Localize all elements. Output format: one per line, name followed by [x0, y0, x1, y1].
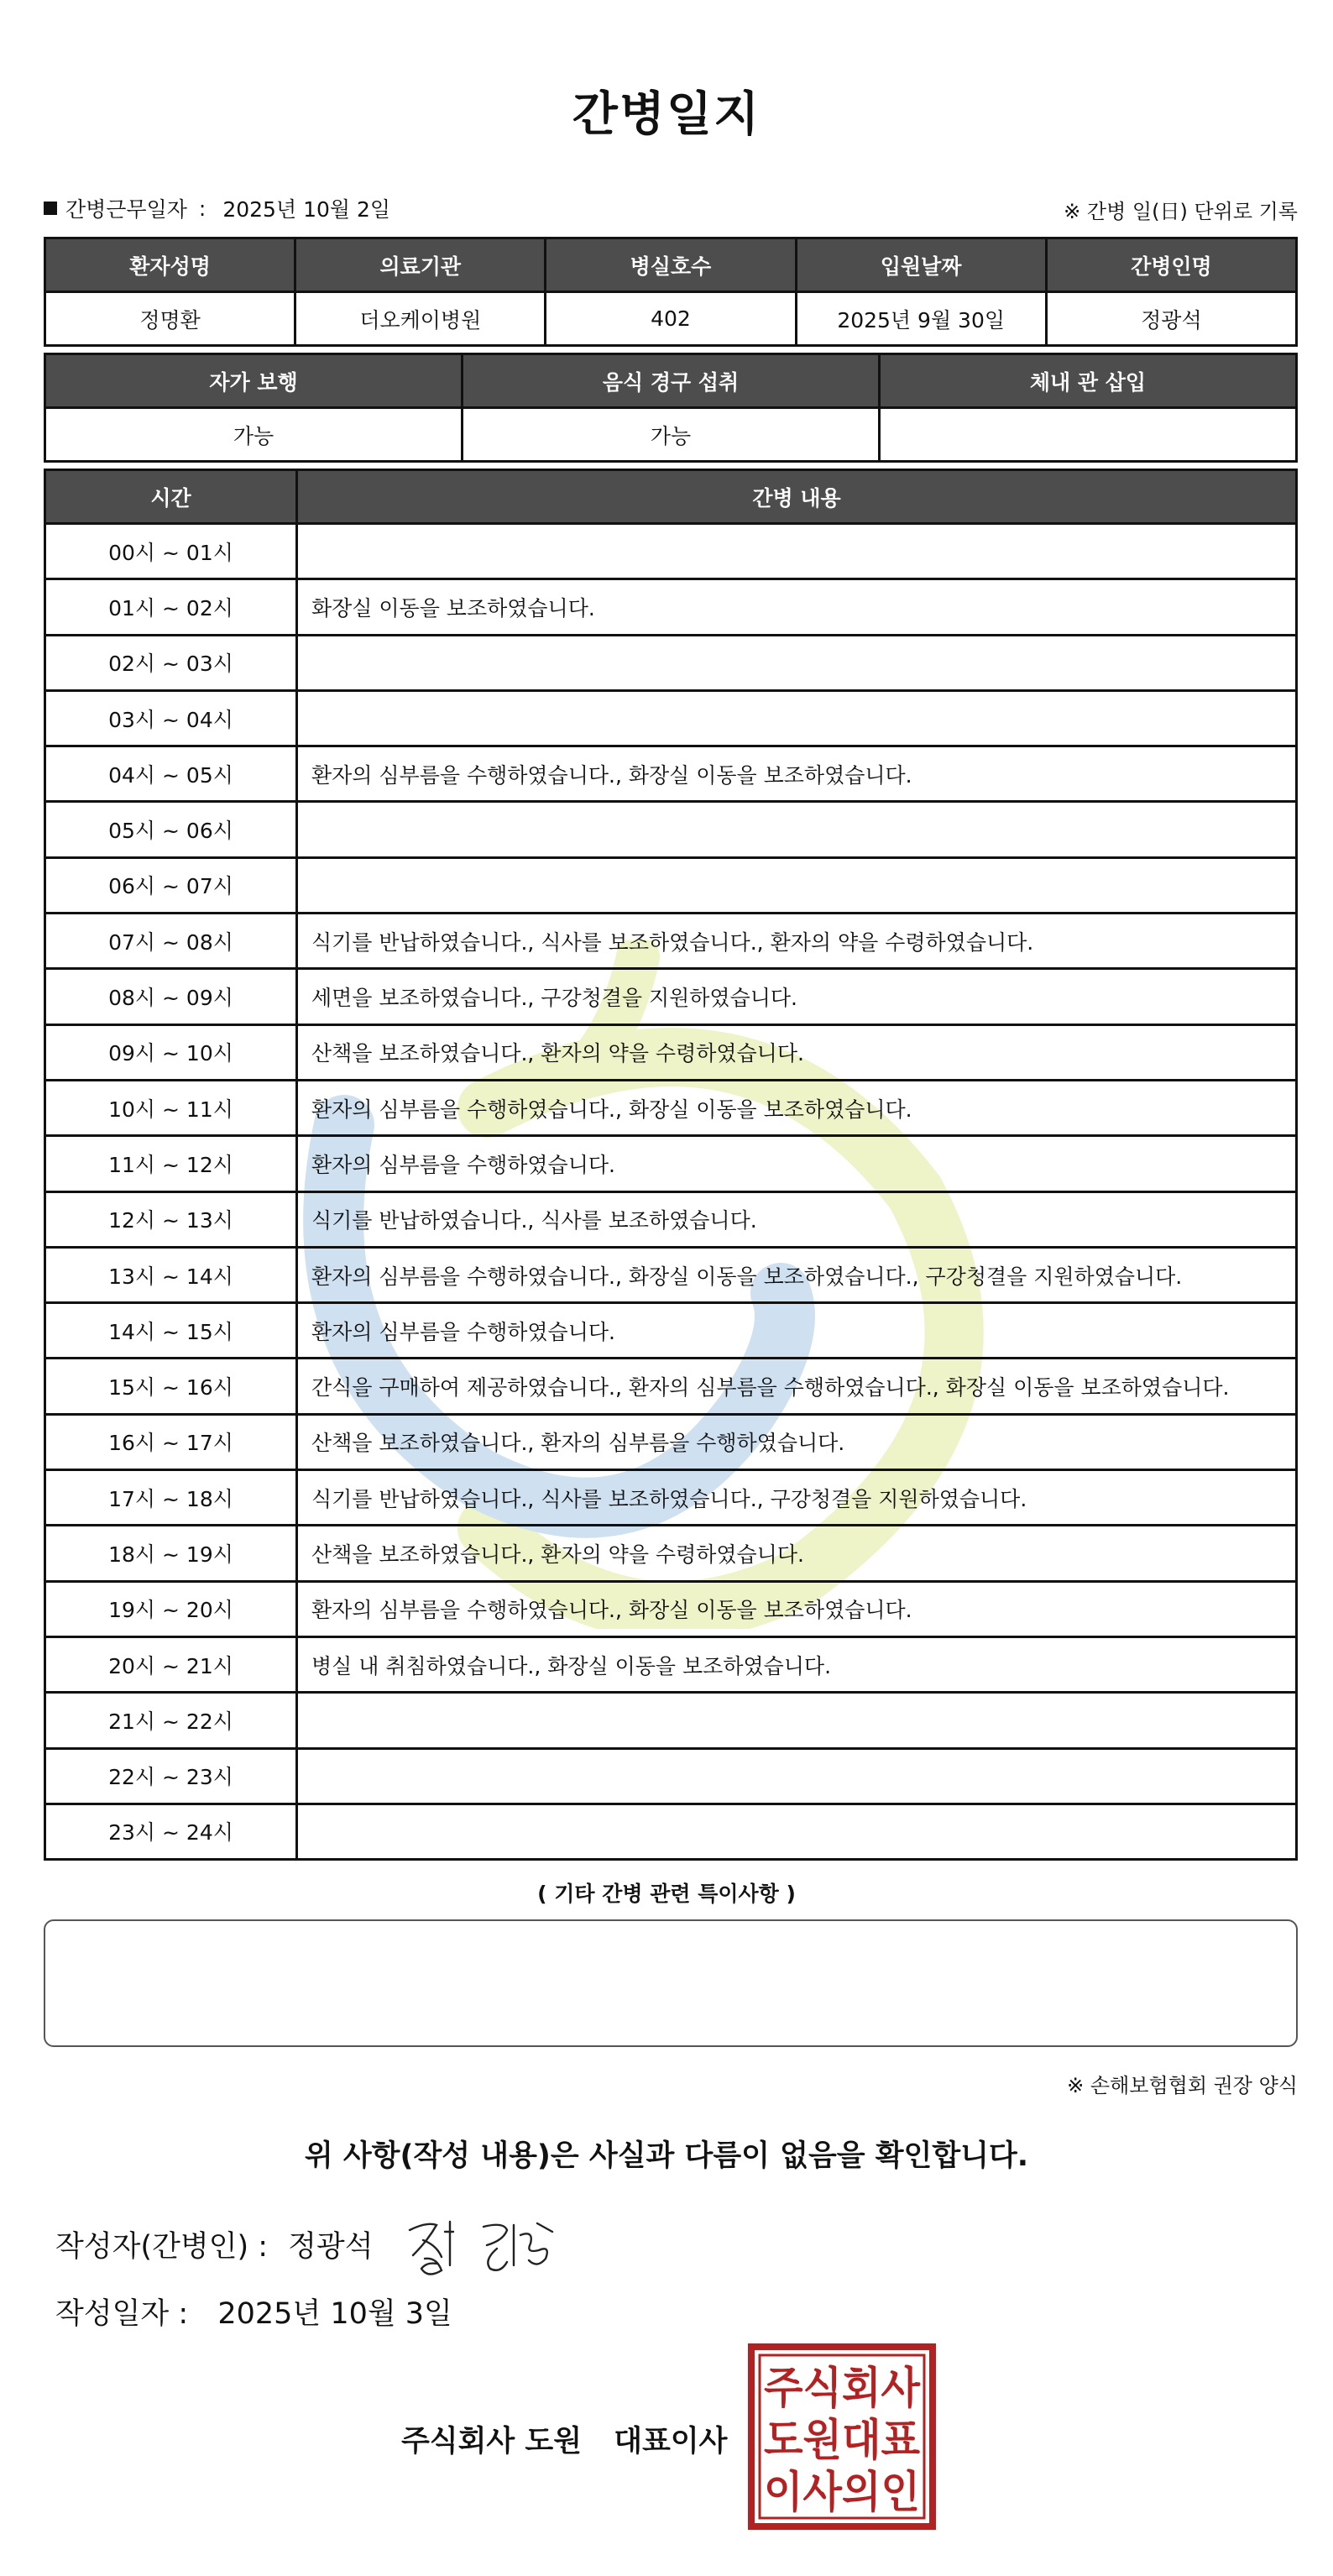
- header-care-content: 간병 내용: [297, 470, 1297, 524]
- table-row: [45, 969, 1297, 1024]
- document-title: 간병일지: [572, 87, 761, 142]
- patient-name: 정명환: [45, 292, 295, 346]
- table-row: [45, 1470, 1297, 1526]
- recommendation-note: ※ 손해보험협회 권장 양식: [1067, 2074, 1298, 2097]
- written-date-row: [55, 2291, 452, 2333]
- time-slot: 05시 ~ 06시: [45, 802, 297, 857]
- table-row: [45, 1414, 1297, 1469]
- unit-note: ※ 간병 일(日) 단위로 기록: [1064, 200, 1298, 223]
- work-date-value: 2025년 10월 2일: [222, 197, 391, 222]
- time-slot: 21시 ~ 22시: [45, 1693, 297, 1748]
- company-name: 주식회사 도원: [401, 2425, 583, 2458]
- table-header-row: [45, 354, 1297, 408]
- care-content: [297, 1804, 1297, 1859]
- care-content: 산책을 보조하였습니다., 환자의 약을 수령하였습니다.: [297, 1024, 1297, 1080]
- company-seal-stamp: [747, 2343, 937, 2531]
- care-content: [297, 802, 1297, 857]
- time-slot: 13시 ~ 14시: [45, 1247, 297, 1302]
- header-hospital: 의료기관: [295, 238, 546, 292]
- care-content: [297, 524, 1297, 579]
- admission-date: 2025년 9월 30일: [796, 292, 1046, 346]
- time-slot: 23시 ~ 24시: [45, 1804, 297, 1859]
- care-content: 식기를 반납하였습니다., 식사를 보조하였습니다.: [297, 1191, 1297, 1247]
- header-patient-name: 환자성명: [45, 238, 295, 292]
- time-slot: 18시 ~ 19시: [45, 1526, 297, 1581]
- time-slot: 14시 ~ 15시: [45, 1303, 297, 1359]
- header-time: 시간: [45, 470, 297, 524]
- time-slot: 15시 ~ 16시: [45, 1359, 297, 1414]
- care-content: 산책을 보조하였습니다., 환자의 약을 수령하였습니다.: [297, 1526, 1297, 1581]
- work-date-separator: :: [198, 196, 206, 221]
- time-slot: 00시 ~ 01시: [45, 524, 297, 579]
- time-slot: 03시 ~ 04시: [45, 690, 297, 746]
- patient-info-table: [44, 237, 1298, 347]
- company-title: 대표이사: [614, 2425, 728, 2458]
- table-row: [45, 1359, 1297, 1414]
- room-number: 402: [546, 292, 796, 346]
- work-date-row: [44, 193, 1298, 223]
- table-header-row: [45, 238, 1297, 292]
- care-content: 환자의 심부름을 수행하였습니다., 화장실 이동을 보조하였습니다.: [297, 1080, 1297, 1135]
- tube-insertion-value: [880, 408, 1297, 462]
- care-content: 병실 내 취침하였습니다., 화장실 이동을 보조하였습니다.: [297, 1636, 1297, 1692]
- care-content: [297, 1748, 1297, 1804]
- care-content: 환자의 심부름을 수행하였습니다.: [297, 1303, 1297, 1359]
- writer-name: 정광석: [288, 2230, 374, 2264]
- notes-box: [44, 1919, 1298, 2047]
- table-row: [45, 1080, 1297, 1135]
- header-admission-date: 입원날짜: [796, 238, 1046, 292]
- writer-row: [55, 2223, 374, 2265]
- table-row: [45, 579, 1297, 635]
- header-caregiver-name: 간병인명: [1046, 238, 1296, 292]
- table-row: [45, 1693, 1297, 1748]
- care-content: 식기를 반납하였습니다., 식사를 보조하였습니다., 환자의 약을 수령하였습니다.: [297, 914, 1297, 969]
- work-date-label: 간병근무일자: [65, 197, 187, 222]
- header-tube-insertion: 체내 관 삽입: [880, 354, 1297, 408]
- table-row: [45, 1191, 1297, 1247]
- seal-text-line-2: 도원대표: [764, 2416, 920, 2466]
- time-slot: 06시 ~ 07시: [45, 857, 297, 913]
- care-content: [297, 1693, 1297, 1748]
- header-room-number: 병실호수: [546, 238, 796, 292]
- header-self-walking: 자가 보행: [45, 354, 463, 408]
- care-log-table: [44, 469, 1298, 1861]
- table-row: [45, 292, 1297, 346]
- care-content: 화장실 이동을 보조하였습니다.: [297, 579, 1297, 635]
- table-row: [45, 1804, 1297, 1859]
- header-oral-intake: 음식 경구 섭취: [463, 354, 880, 408]
- table-row: [45, 746, 1297, 802]
- table-row: [45, 1526, 1297, 1581]
- table-row: [45, 1136, 1297, 1191]
- time-slot: 22시 ~ 23시: [45, 1748, 297, 1804]
- table-row: [45, 1024, 1297, 1080]
- care-content: 환자의 심부름을 수행하였습니다., 화장실 이동을 보조하였습니다., 구강청결을 지원하였습니다.: [297, 1247, 1297, 1302]
- time-slot: 09시 ~ 10시: [45, 1024, 297, 1080]
- ability-table: [44, 353, 1298, 463]
- notes-title: ( 기타 간병 관련 특이사항 ): [537, 1882, 796, 1906]
- table-row: [45, 690, 1297, 746]
- hospital-name: 더오케이병원: [295, 292, 546, 346]
- confirmation-statement: 위 사항(작성 내용)은 사실과 다름이 없음을 확인합니다.: [304, 2139, 1029, 2173]
- table-row: [45, 1303, 1297, 1359]
- care-content: [297, 635, 1297, 690]
- care-content: 환자의 심부름을 수행하였습니다.: [297, 1136, 1297, 1191]
- caregiver-name: 정광석: [1046, 292, 1296, 346]
- table-row: [45, 1636, 1297, 1692]
- time-slot: 04시 ~ 05시: [45, 746, 297, 802]
- seal-text-line-3: 이사의인: [764, 2468, 920, 2518]
- table-row: [45, 914, 1297, 969]
- time-slot: 02시 ~ 03시: [45, 635, 297, 690]
- care-content: 환자의 심부름을 수행하였습니다., 화장실 이동을 보조하였습니다.: [297, 1581, 1297, 1636]
- table-row: [45, 857, 1297, 913]
- care-content: 산책을 보조하였습니다., 환자의 심부름을 수행하였습니다.: [297, 1414, 1297, 1469]
- table-row: [45, 802, 1297, 857]
- care-content: [297, 690, 1297, 746]
- care-content: 환자의 심부름을 수행하였습니다., 화장실 이동을 보조하였습니다.: [297, 746, 1297, 802]
- self-walking-value: 가능: [45, 408, 463, 462]
- time-slot: 20시 ~ 21시: [45, 1636, 297, 1692]
- time-slot: 16시 ~ 17시: [45, 1414, 297, 1469]
- table-row: [45, 1748, 1297, 1804]
- handwritten-signature: [403, 2207, 571, 2282]
- written-date-value: 2025년 10월 3일: [217, 2297, 452, 2331]
- table-header-row: [45, 470, 1297, 524]
- table-row: [45, 524, 1297, 579]
- time-slot: 11시 ~ 12시: [45, 1136, 297, 1191]
- time-slot: 07시 ~ 08시: [45, 914, 297, 969]
- time-slot: 17시 ~ 18시: [45, 1470, 297, 1526]
- time-slot: 10시 ~ 11시: [45, 1080, 297, 1135]
- table-row: [45, 1581, 1297, 1636]
- written-date-label: 작성일자 :: [55, 2297, 189, 2331]
- time-slot: 19시 ~ 20시: [45, 1581, 297, 1636]
- oral-intake-value: 가능: [463, 408, 880, 462]
- company-signoff: [401, 2418, 727, 2460]
- table-row: [45, 1247, 1297, 1302]
- writer-label: 작성자(간병인) :: [55, 2230, 269, 2264]
- bullet-square-icon: [44, 202, 57, 215]
- table-row: [45, 635, 1297, 690]
- time-slot: 08시 ~ 09시: [45, 969, 297, 1024]
- care-content: [297, 857, 1297, 913]
- time-slot: 01시 ~ 02시: [45, 579, 297, 635]
- time-slot: 12시 ~ 13시: [45, 1191, 297, 1247]
- seal-text-line-1: 주식회사: [764, 2364, 921, 2414]
- care-content: 간식을 구매하여 제공하였습니다., 환자의 심부름을 수행하였습니다., 화장실 이동을 보조하였습니다.: [297, 1359, 1297, 1414]
- table-row: [45, 408, 1297, 462]
- care-content: 세면을 보조하였습니다., 구강청결을 지원하였습니다.: [297, 969, 1297, 1024]
- care-content: 식기를 반납하였습니다., 식사를 보조하였습니다., 구강청결을 지원하였습니다.: [297, 1470, 1297, 1526]
